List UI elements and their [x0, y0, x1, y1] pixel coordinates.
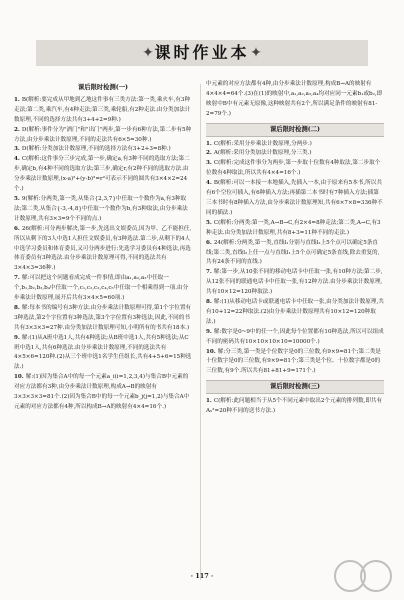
answer-item [14, 155, 192, 195]
answer-text: C(解析:这件事分三步完成,第一步,确定a,有3种不同的选取方法;第二步,确定b,有4种不同的选取方法;第三步,确定r,有2种不同的选取方法.由分步乘法计数原理,(x-a)²+(y-b)²=r²可表示不同的圆共有3×4×2=24个.) [14, 156, 190, 193]
answer-list [206, 80, 384, 120]
answer-number: 10. [206, 348, 216, 355]
answer-text: 解:第一步,从10张不同的移动电话卡中任取一张,有10种方法;第二步,从12张不同的联通电话卡中任取一张,有12种方法.由分步乘法计数原理,共有10×12=120种取法.) [206, 269, 383, 296]
answer-item [206, 298, 384, 328]
answer-list [206, 140, 384, 378]
answer-number: 6. [206, 239, 212, 246]
answer-text: 解:分三类,第一类是个位数字是0的三位数,有9×9=81个;第二类是十位数字是0的三位数,有9×9=81个;第三类是个位、十位数字都是0的三位数,有9个.所以共有81+81+9=171个.) [206, 348, 381, 375]
answer-item [206, 149, 384, 159]
answer-number: 7. [206, 269, 212, 276]
answer-item [206, 159, 384, 179]
answer-text: 解:可以把这个问题看成完成一件事情,即由a₁,a₂,a₃中任取一个,b₁,b₂,b₃,b₄中任取一个,c₁,c₂,c₃,c₄,c₅中任取一个相乘得到一项.由分步乘法计数原理,展开后共有3×4×5=60项.) [14, 275, 189, 302]
answer-number: 1. [206, 398, 212, 405]
answer-item [14, 304, 192, 334]
answer-number: 5. [14, 195, 20, 202]
answer-item [14, 126, 192, 146]
answer-item [14, 225, 192, 275]
answer-item [206, 179, 384, 219]
answer-number: 9. [14, 334, 20, 341]
star-icon: ✦ [250, 45, 262, 61]
answer-text: B(解析:可以一本接一本地插入,先插入一本,由于原来有5本书,所以共有6个空位可插入,有6种插入方法;再插第二本书时有7种插入方法;插第三本书时有8种插入方法,由分步乘法计数原理知,共有6×7×8=336种不同的插法.) [206, 180, 383, 216]
answer-item [206, 348, 384, 378]
answer-number: 6. [14, 225, 20, 232]
answer-item [206, 239, 384, 269]
answer-item [14, 334, 192, 374]
answer-item [206, 328, 384, 348]
answer-number: 2. [206, 150, 212, 157]
answer-text: D(解析:分类加法计数原理,不同的选择方法有3+2+3=8种.) [21, 146, 171, 153]
answer-list [206, 397, 384, 417]
star-icon: ✦ [142, 45, 154, 61]
answer-text: D(解析:事件分为"酒门"和"出门"两步,第一步有6种方法,第二步有5种方法,由分步乘法计数原理,不同的走法共有6×5=30种.) [14, 126, 192, 143]
answer-number: 3. [14, 146, 20, 153]
answer-list [14, 96, 192, 413]
column-divider [200, 84, 201, 580]
page-number: · 117 · [190, 572, 214, 580]
answer-item [14, 373, 192, 413]
answer-number: 4. [14, 156, 20, 163]
answer-number: 8. [14, 304, 20, 311]
answer-number: 4. [206, 180, 212, 187]
answer-number: 1. [206, 140, 212, 147]
left-column [14, 80, 192, 413]
answer-text: C(解析:分两类:第一类,A→B→C,有2×4=8种走法;第二类,A→C,有3种走法.由分类加法计数原理,共有8+3=11种不同的走法.) [206, 219, 381, 236]
answer-item [14, 96, 192, 126]
answer-number: 8. [206, 299, 212, 306]
answer-item [206, 80, 384, 120]
answer-text: 中元素的对应方法都有4种,由分步乘法计数原理,构成B→A的映射有4×4×4=64个.(3)在(1)的映射中,a₁,a₂,a₃,a₄均对应同一元素b₁或b₂,即映射中B中有元素无原像,这种映射共有2个,所以满足条件的映射有81-2=79个.) [206, 81, 383, 117]
answer-number: 5. [206, 219, 212, 226]
section-heading: 课后限时检测(三) [206, 380, 384, 394]
watermark-stamp-icon [332, 558, 394, 594]
answer-item [206, 140, 384, 150]
answer-item [14, 145, 192, 155]
answer-item [14, 274, 192, 304]
page-title: 课时作业本 [154, 43, 250, 62]
header-banner [36, 40, 368, 66]
answer-text: C(解析:此问题相当于从5个不同元素中取出2个元素的排列数,即共有A₅²=20种不同的送书方法.) [206, 398, 383, 415]
answer-number: 9. [206, 328, 212, 335]
answer-text: B(解析:要完成从甲地到乙地这件事有三类方法:第一类,乘火车,有3种走法;第二类,乘汽车,有4种走法;第三类,乘轮船,有2种走法.由分类加法计数原理,不同的选择方法共有3+4+2=9种.) [14, 96, 191, 123]
answer-text: 解:每本书的编号有3种方法.由分步乘法计数原理可得,第1个字位置有3种选法,第2个字位置有3种选法,第3个字位置有3种选法,因此,不同的书共有3×3×3=27种.由分类加法计数原理可知,小明所有的书共有18本.) [14, 304, 192, 331]
answer-item [206, 219, 384, 239]
answer-text: 26(解析:可分两步解决,第一步,先选出文娱委员,因为甲、乙不能担任,所以从剩下的3人中选1人担任文娱委员,有3种选法.第二步,从剩下的4人中选学习委员和体育委员,又可分两步进行:先选学习委员有4种选法,再选体育委员有3种选法.由分步乘法计数原理可得,不同的选法共有3×4×3=36种.) [14, 225, 192, 272]
answer-item [206, 397, 384, 417]
right-column [206, 80, 384, 417]
answer-number: 7. [14, 275, 20, 282]
section-heading: 课后限时检测(二) [206, 123, 384, 137]
answer-text: C(解析:完成这件事分为两步,第一步取十位数有4种取法,第二步取个位数有4种取法,所以共有4×4=16个.) [206, 160, 381, 177]
answer-text: A(解析:采用分类加法计数原理,分三类.) [213, 150, 312, 157]
answer-number: 1. [14, 96, 20, 103]
answer-text: 9(解析:分两类,第一类,从集合{2,3,7}中任取一个数作为a,有3种取法;第二类,从集合{-3,-4,8}中任取一个数作为b,有3种取法,由分步乘法计数原理,共有3×3=9个不同的点.) [14, 195, 188, 222]
answer-text: 解:(1)从A班中选1人,共有4种选法;从B班中选1人,共有5种选法;从C班中选1人,共有6种选法.由分步乘法计数原理,不同的选法共有4×5×6=120种.(2)从三个班中选1名学生任组长,共有4+5+6=15种选法.) [14, 334, 192, 371]
answer-number: 10. [14, 374, 24, 381]
answer-number: 2. [14, 126, 20, 133]
answer-text: 解:(1)从移动电话卡或联通电话卡中任取一张,由分类加法计数原理,共有10+12=22种取法.(2)由分步乘法计数原理共有10×12=120种取法.) [206, 299, 384, 325]
answer-item [14, 195, 192, 225]
answer-text: C(解析:采用分步乘法计数原理,分两步.) [213, 140, 312, 147]
answer-text: 解:(1)因为集合A中的每一个元素a_i(i=1,2,3,4)与集合B中元素的对应方法都有3种,由分步乘法计数原理,构成A→B的映射有3×3×3×3=81个.(2)因为集合B中的每一个元素b_j(j=1,2)与集合A中元素的对应方法都有4种,所以构成B→A的映射有4×4=16个.) [14, 374, 190, 410]
answer-text: 解:数字是0~9中的任一个,因此每个位置都有10种选法,所以可以组成不同的密码共有10×10×10×10=10000个.) [206, 328, 384, 345]
answer-number: 3. [206, 160, 212, 167]
section-heading: 课后限时检测(一) [77, 84, 129, 91]
answer-text: 24(解析:分两类,第一类,直线l₁分别与直线l₂上5个点可以确定5条直线;第二类,直线l₂上任一点与直线l₁上5个点可确定5条直线,除去重复的,共有24条不同的直线.) [206, 239, 380, 266]
answer-item [206, 268, 384, 298]
